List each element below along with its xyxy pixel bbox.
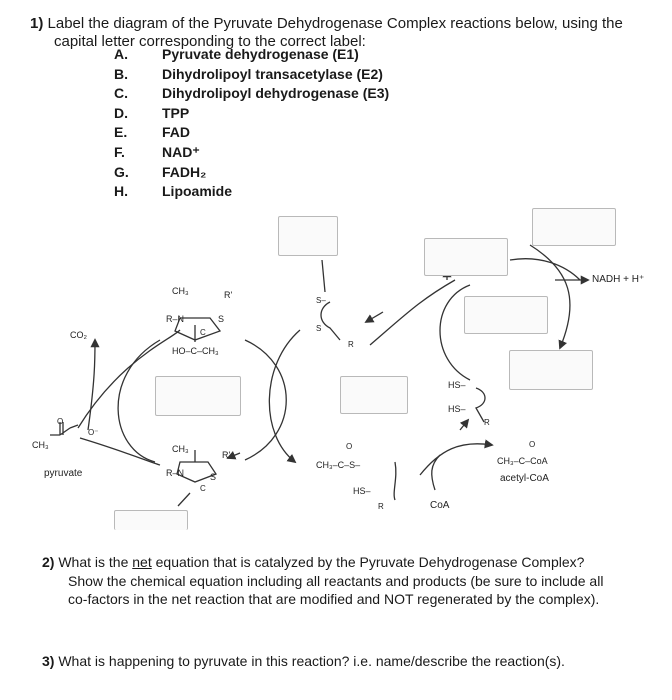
arrow-acetyl-coa	[420, 444, 492, 475]
dihydrolipoamide-hs-1: HS–	[448, 380, 466, 390]
nadh-label: NADH + H⁺	[592, 274, 645, 285]
thioester-o: O	[346, 442, 353, 451]
tpp-bottom-rn: R–N	[166, 468, 185, 478]
legend-letter: C.	[114, 85, 128, 102]
question-1-line-1: Label the diagram of the Pyruvate Dehydrogenase Complex reactions below, using the	[47, 15, 623, 32]
acetyl-coa-o: O	[529, 440, 536, 449]
legend-label: TPP	[162, 104, 190, 121]
question-3-number: 3)	[42, 653, 55, 669]
legend-row	[114, 182, 389, 202]
arc-nadh	[510, 259, 580, 280]
arrow-lipoamide	[366, 312, 383, 322]
pyruvate-o-minus: O⁻	[88, 428, 99, 437]
legend-letter: B.	[114, 65, 128, 82]
co2-label: CO₂	[70, 330, 87, 340]
dihydrolipoamide	[476, 388, 485, 422]
legend-letter: G.	[114, 163, 129, 180]
legend-row	[114, 143, 389, 163]
arc-center-right-2	[269, 330, 300, 462]
answer-box[interactable]	[532, 208, 616, 246]
lipoamide-r: R	[348, 340, 354, 349]
pyruvate-label: pyruvate	[44, 468, 83, 479]
question-1-line-2: capital letter corresponding to the correct label:	[54, 33, 366, 50]
legend-letter: H.	[114, 183, 128, 200]
tpp-bottom-s: S	[210, 472, 217, 482]
legend-letter: E.	[114, 124, 128, 141]
question-2-net: net	[132, 554, 152, 570]
arc-left-bottom	[80, 438, 160, 465]
legend-row	[114, 84, 389, 104]
pyruvate-bonds	[50, 422, 78, 435]
legend-label: NAD⁺	[162, 143, 200, 160]
question-2-pre: What is the	[58, 554, 133, 570]
arrow-co2	[88, 340, 95, 430]
legend-label: Lipoamide	[162, 183, 233, 200]
tpp-top-r-prime: R'	[224, 290, 233, 300]
answer-box[interactable]	[424, 238, 508, 276]
answer-box[interactable]	[114, 510, 188, 530]
legend-letter: D.	[114, 104, 128, 121]
acetyl-coa-formula: CH₃–C–CoA	[497, 456, 548, 466]
answer-box[interactable]	[340, 376, 408, 414]
legend-label: Dihydrolipoyl transacetylase (E2)	[162, 65, 383, 82]
legend-label: FAD	[162, 124, 190, 141]
dihydrolipoamide-hs-2: HS–	[448, 404, 466, 414]
tpp-top-c: C	[200, 328, 206, 337]
answer-box[interactable]	[155, 376, 241, 416]
pdh-diagram	[0, 200, 672, 530]
legend-row	[114, 65, 389, 85]
legend-letter: A.	[114, 46, 128, 62]
question-2	[42, 553, 662, 609]
legend-row	[114, 45, 389, 65]
legend-label: Pyruvate dehydrogenase (E1)	[162, 46, 359, 62]
tpp-top-ch3: CH₃	[172, 286, 189, 296]
acetyl-r: R	[378, 502, 384, 511]
acetyl-lipoamide-chain	[394, 462, 396, 500]
acetyl-coa-label: acetyl-CoA	[500, 473, 549, 484]
legend-letter: F.	[114, 143, 125, 160]
question-2-line-2: Show the chemical equation including all reactants and products (be sure to include all	[68, 572, 604, 589]
lipoamide-disulfide	[321, 302, 340, 340]
tpp-top-rn: R–N	[166, 314, 185, 324]
hydroxyethyl-tpp: HO–C–CH₃	[172, 346, 219, 356]
question-2-post: equation that is catalyzed by the Pyruvate Dehydrogenase Complex?	[151, 554, 585, 570]
acetyl-thioester: CH₃–C–S–	[316, 460, 361, 470]
tpp-bottom-r-prime: R'	[222, 450, 231, 460]
label-legend	[114, 45, 389, 202]
arrow-hs	[460, 420, 468, 430]
question-3-text: What is happening to pyruvate in this reaction? i.e. name/describe the reaction(s).	[58, 653, 565, 669]
acetyl-hs: HS–	[353, 486, 371, 496]
question-1-number: 1)	[30, 15, 44, 32]
dihydrolipoamide-r: R	[484, 418, 490, 427]
legend-label: Dihydrolipoyl dehydrogenase (E3)	[162, 85, 390, 102]
legend-label: FADH₂	[162, 163, 207, 180]
pyruvate-o: O	[57, 417, 64, 426]
question-2-number: 2)	[42, 554, 55, 570]
lipoamide-s: S	[316, 324, 322, 333]
answer-box[interactable]	[509, 350, 593, 390]
legend-row	[114, 163, 389, 183]
pyruvate-ch3: CH₃	[32, 440, 49, 450]
question-3	[42, 652, 662, 670]
question-2-line-3: co-factors in the net reaction that are modified and NOT regenerated by the complex).	[68, 591, 600, 607]
answer-box[interactable]	[278, 216, 338, 256]
tpp-bottom-ch3: CH₃	[172, 444, 189, 454]
leader-line-bottom	[178, 493, 190, 506]
tpp-bottom-c: C	[200, 484, 206, 493]
legend-row	[114, 104, 389, 124]
coa-label: CoA	[430, 500, 450, 511]
leader-line	[322, 260, 325, 292]
legend-row	[114, 123, 389, 143]
tpp-top-s: S	[218, 314, 225, 324]
arc-center-right	[245, 340, 286, 460]
answer-box[interactable]	[464, 296, 548, 334]
lipoamide-s-minus: S–	[316, 296, 326, 305]
